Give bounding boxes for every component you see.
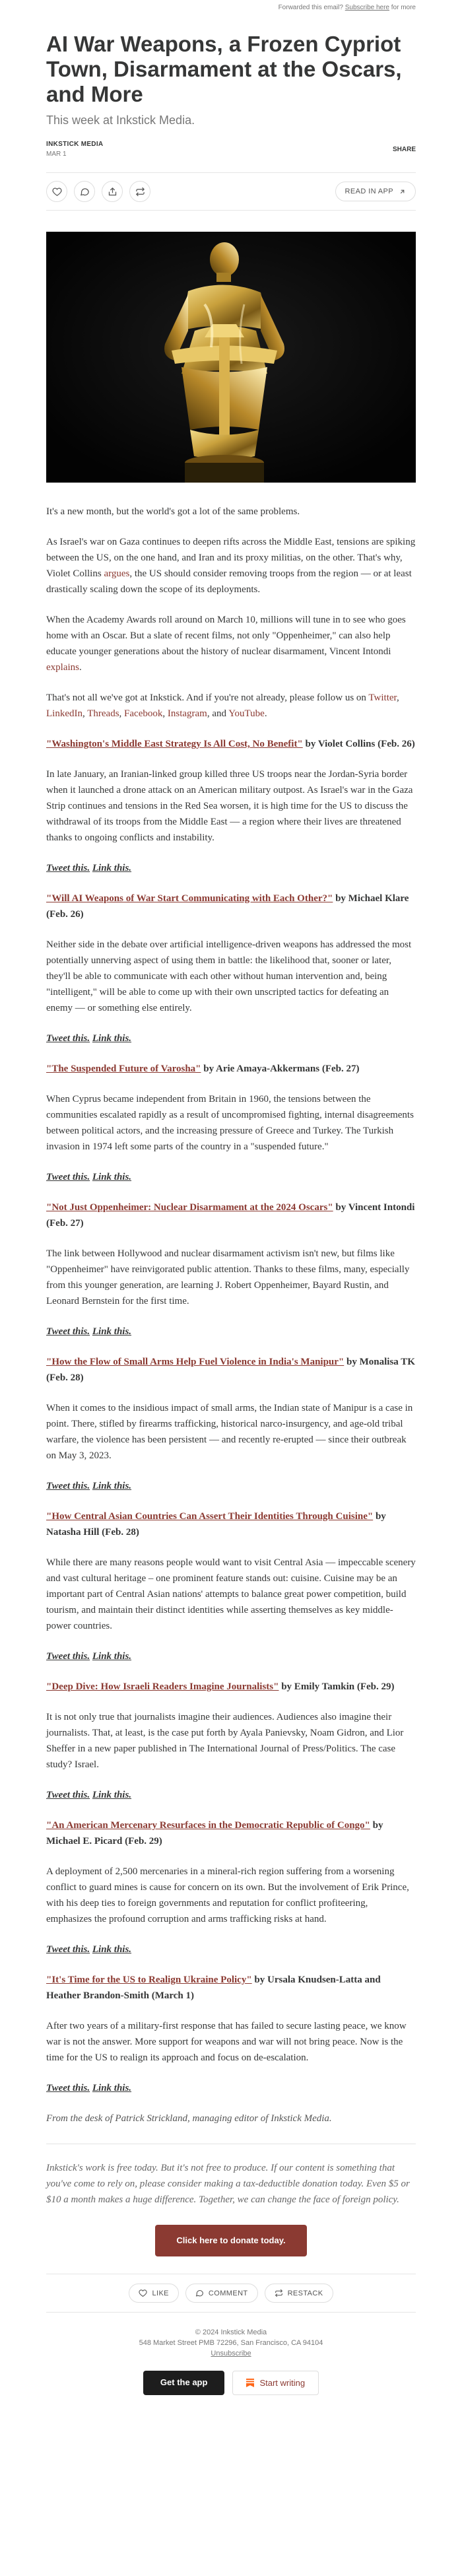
footer-buttons	[46, 2371, 416, 2415]
post-subtitle: This week at Inkstick Media.	[46, 114, 195, 127]
article-share-links	[46, 860, 416, 876]
tweet-this-link[interactable]: Tweet this.	[46, 1033, 90, 1044]
article-item	[46, 1679, 416, 1803]
tweet-this-link[interactable]: Tweet this.	[46, 1651, 90, 1662]
forwarded-text: Forwarded this email?	[278, 4, 343, 11]
share-link[interactable]: SHARE	[392, 146, 416, 153]
forwarded-bar	[46, 0, 416, 13]
article-share-links	[46, 1648, 416, 1664]
donate-section	[46, 2225, 416, 2256]
restack-icon	[135, 187, 145, 197]
article-headline: "It's Time for the US to Realign Ukraine Policy" by Ursala Knudsen-Latta and Heather Brandon-Smith (March 1)	[46, 1975, 381, 2001]
article-item	[46, 1061, 416, 1185]
post-date: MAR 1	[46, 151, 67, 158]
youtube-link[interactable]: YouTube	[228, 708, 265, 719]
footer	[46, 2327, 416, 2359]
unsubscribe-link[interactable]: Unsubscribe	[211, 2350, 251, 2357]
article-share-links	[46, 1787, 416, 1803]
heart-icon	[52, 187, 62, 197]
comment-icon	[195, 2289, 204, 2297]
link-this-link[interactable]: Link this.	[92, 1651, 132, 1662]
link-this-link[interactable]: Link this.	[92, 1790, 132, 1800]
article-headline: "How Central Asian Countries Can Assert Their Identities Through Cuisine" by Natasha Hill (Feb. 28)	[46, 1511, 386, 1538]
article-title-link[interactable]: "The Suspended Future of Varosha"	[46, 1064, 201, 1074]
article-headline: "Deep Dive: How Israeli Readers Imagine Journalists" by Emily Tamkin (Feb. 29)	[46, 1681, 395, 1692]
get-the-app-button[interactable]: Get the app	[143, 2371, 225, 2395]
like-label: LIKE	[152, 2289, 169, 2297]
forwarded-suffix: for more	[391, 4, 416, 11]
article-headline: "Will AI Weapons of War Start Communicating with Each Other?" by Michael Klare (Feb. 26)	[46, 893, 409, 920]
comment-pill-button[interactable]	[185, 2284, 258, 2303]
article-headline: "How the Flow of Small Arms Help Fuel Violence in India's Manipur" by Monalisa TK (Feb. 28)	[46, 1357, 415, 1383]
bottom-action-bar	[46, 2274, 416, 2313]
link-this-link[interactable]: Link this.	[92, 1172, 132, 1182]
intro-paragraph-4: That's not all we've got at Inkstick. And if you're not already, please follow us on Twitter, LinkedIn, Threads, Facebook, Instagram, and YouTube.	[46, 693, 399, 719]
comment-button[interactable]	[74, 181, 95, 202]
substack-logo-icon	[246, 2379, 254, 2387]
post-body	[46, 504, 416, 2256]
action-bar	[46, 172, 416, 211]
subscribe-link[interactable]: Subscribe here	[345, 4, 389, 11]
tweet-this-link[interactable]: Tweet this.	[46, 1944, 90, 1955]
copyright-text: © 2024 Inkstick Media	[195, 2328, 267, 2336]
explains-link[interactable]: explains	[46, 662, 79, 673]
donation-pitch: Inkstick's work is free today. But it's not free to produce. If our content is something that you've come to rely on, please consider making a tax-deductible donation today. Even $5 or $10 a month makes a huge difference. Together, we can change the face of foreign policy.	[46, 2163, 410, 2205]
read-in-app-label: READ IN APP	[345, 187, 393, 195]
article-title-link[interactable]: "Deep Dive: How Israeli Readers Imagine Journalists"	[46, 1681, 279, 1692]
publication-name[interactable]: INKSTICK MEDIA	[46, 141, 104, 148]
article-item	[46, 1817, 416, 1957]
restack-icon	[275, 2289, 283, 2297]
tweet-this-link[interactable]: Tweet this.	[46, 1790, 90, 1800]
link-this-link[interactable]: Link this.	[92, 2083, 132, 2093]
facebook-link[interactable]: Facebook	[124, 708, 163, 719]
article-summary: After two years of a military-first response that has failed to secure lasting peace, we know war is not the answer. More support for weapons and war will not bring peace. Now is the time for the US to realign its approach and focus on de-escalation.	[46, 2021, 407, 2063]
oscar-statue-illustration	[46, 232, 416, 483]
article-headline: "An American Mercenary Resurfaces in the Democratic Republic of Congo" by Michael E. Picard (Feb. 29)	[46, 1820, 383, 1847]
article-summary: When it comes to the insidious impact of small arms, the Indian state of Manipur is a case in point. There, stifled by firearms trafficking, historical narco-insurgency, and age-old tribal warfare, the violence has been persistent — and recently re-erupted — since their outbreak on May 3, 2023.	[46, 1403, 413, 1461]
article-summary: When Cyprus became independent from Britain in 1960, the tensions between the communities escalated rapidly as a result of uncompromised fighting, internal disagreements between political actors, and the increasing pressure of Greece and Turkey. The Turkish invasion in 1974 left some parts of the country in a "suspended future."	[46, 1094, 414, 1152]
article-summary: Neither side in the debate over artificial intelligence-driven weapons has addressed the most potentially unnerving aspect of using them in battle: the likelihood that, sooner or later, they'll be able to communicate with each other without human intervention and, being "intelligent," will be able to come up with their own unscripted tactics for defeating an enemy — or something else entirely.	[46, 939, 412, 1013]
like-pill-button[interactable]	[129, 2284, 178, 2303]
article-share-links	[46, 1478, 416, 1494]
read-in-app-button[interactable]	[335, 182, 416, 201]
post-title[interactable]: AI War Weapons, a Frozen Cypriot Town, Disarmament at the Oscars, and More	[46, 32, 402, 106]
threads-link[interactable]: Threads	[87, 708, 119, 719]
article-share-links	[46, 1169, 416, 1185]
article-headline: "Washington's Middle East Strategy Is All Cost, No Benefit" by Violet Collins (Feb. 26)	[46, 739, 415, 749]
article-title-link[interactable]: "An American Mercenary Resurfaces in the Democratic Republic of Congo"	[46, 1820, 370, 1831]
article-summary: It is not only true that journalists imagine their audiences. Audiences also imagine their journalists. That, at least, is the case put forth by Ayala Panievsky, Noam Gidron, and Lior Sheffer in a new paper published in The International Journal of Press/Politics. The case study? Israel.	[46, 1712, 404, 1770]
comment-icon	[80, 187, 90, 197]
article-title-link[interactable]: "Washington's Middle East Strategy Is All Cost, No Benefit"	[46, 739, 303, 749]
article-item	[46, 1508, 416, 1664]
article-item	[46, 1200, 416, 1339]
restack-pill-button[interactable]	[265, 2284, 333, 2303]
external-arrow-icon	[399, 188, 406, 195]
post-meta	[46, 141, 416, 158]
intro-paragraph-1: It's a new month, but the world's got a lot of the same problems.	[46, 506, 300, 517]
start-writing-label: Start writing	[259, 2378, 306, 2388]
intro-paragraph-2: As Israel's war on Gaza continues to deepen rifts across the Middle East, tensions are spiking between the US, on the one hand, and Iran and its proxy militias, on the other. That's why, Violet Collins argues, the US should consider removing troops from the region — or at least drastically scaling down the scope of its deployments.	[46, 537, 416, 595]
like-button[interactable]	[46, 181, 67, 202]
intro-paragraph-3: When the Academy Awards roll around on March 10, millions will tune in to see who goes home with an Oscar. But a slate of recent films, not only "Oppenheimer," can also help educate younger generations about the history of nuclear disarmament, Vincent Intondi explains.	[46, 615, 406, 673]
article-item	[46, 736, 416, 876]
heart-icon	[139, 2289, 147, 2297]
tweet-this-link[interactable]: Tweet this.	[46, 1326, 90, 1337]
editor-signoff: From the desk of Patrick Strickland, managing editor of Inkstick Media.	[46, 2113, 332, 2124]
linkedin-link[interactable]: LinkedIn	[46, 708, 82, 719]
article-share-links	[46, 1031, 416, 1046]
tweet-this-link[interactable]: Tweet this.	[46, 1481, 90, 1491]
article-summary: The link between Hollywood and nuclear disarmament activism isn't new, but films like "Oppenheimer" have reinvigorated public attention. Thanks to these films, many, especially from this younger generation, are learning J. Robert Oppenheimer, Bayard Rustin, and Leonard Bernstein for the first time.	[46, 1248, 410, 1306]
article-item	[46, 891, 416, 1046]
address-text: 548 Market Street PMB 72296, San Francisco, CA 94104	[139, 2339, 323, 2347]
article-headline: "Not Just Oppenheimer: Nuclear Disarmament at the 2024 Oscars" by Vincent Intondi (Feb. 27)	[46, 1202, 415, 1229]
article-item	[46, 1972, 416, 2096]
share-icon	[108, 187, 117, 197]
article-title-link[interactable]: "It's Time for the US to Realign Ukraine Policy"	[46, 1975, 252, 1985]
restack-label: RESTACK	[287, 2289, 323, 2297]
hero-image-oscar-statue[interactable]	[46, 232, 416, 483]
article-summary: While there are many reasons people would want to visit Central Asia — impeccable scenery and vast cultural heritage – one prominent feature stands out: cuisine. Cuisine may be an important part of Central Asian nations' attempts to balance great power competition, build tourism, and maintain their distinct identities while asserting themselves as key middle-power countries.	[46, 1557, 416, 1631]
restack-button[interactable]	[129, 181, 150, 202]
tweet-this-link[interactable]: Tweet this.	[46, 2083, 90, 2093]
link-this-link[interactable]: Link this.	[92, 1033, 132, 1044]
share-button[interactable]	[102, 181, 123, 202]
tweet-this-link[interactable]: Tweet this.	[46, 1172, 90, 1182]
comment-label: COMMENT	[208, 2289, 248, 2297]
argues-link[interactable]: argues	[104, 568, 130, 579]
link-this-link[interactable]: Link this.	[92, 1326, 132, 1337]
article-title-link[interactable]: "Not Just Oppenheimer: Nuclear Disarmament at the 2024 Oscars"	[46, 1202, 333, 1213]
article-summary: In late January, an Iranian-linked group killed three US troops near the Jordan-Syria border when it launched a drone attack on an American military outpost. As Israel's war in the Gaza Strip continues and tensions in the Red Sea worsen, it is high time for the US to discuss the withdrawal of its troops from the Middle East — a region where their lives are threatened thanks to ongoing conflicts and instability.	[46, 769, 413, 843]
article-share-links	[46, 1324, 416, 1339]
twitter-link[interactable]: Twitter	[368, 693, 397, 703]
article-title-link[interactable]: "How the Flow of Small Arms Help Fuel Violence in India's Manipur"	[46, 1357, 345, 1367]
article-item	[46, 1354, 416, 1494]
link-this-link[interactable]: Link this.	[92, 1944, 132, 1955]
article-title-link[interactable]: "Will AI Weapons of War Start Communicating with Each Other?"	[46, 893, 333, 904]
article-summary: A deployment of 2,500 mercenaries in a mineral-rich region suffering from a worsening conflict to guard mines is cause for concern on its own. But the involvement of Erik Prince, with his deep ties to foreign governments and reputation for conflict profiteering, emphasizes the profound corruption and arms trafficking risks at hand.	[46, 1866, 409, 1924]
article-share-links	[46, 1942, 416, 1957]
link-this-link[interactable]: Link this.	[92, 863, 132, 873]
article-title-link[interactable]: "How Central Asian Countries Can Assert Their Identities Through Cuisine"	[46, 1511, 374, 1522]
article-headline: "The Suspended Future of Varosha" by Arie Amaya-Akkermans (Feb. 27)	[46, 1064, 360, 1074]
article-share-links	[46, 2080, 416, 2096]
start-writing-button[interactable]	[232, 2371, 319, 2395]
instagram-link[interactable]: Instagram	[167, 708, 207, 719]
tweet-this-link[interactable]: Tweet this.	[46, 863, 90, 873]
donate-button[interactable]: Click here to donate today.	[155, 2225, 306, 2256]
link-this-link[interactable]: Link this.	[92, 1481, 132, 1491]
